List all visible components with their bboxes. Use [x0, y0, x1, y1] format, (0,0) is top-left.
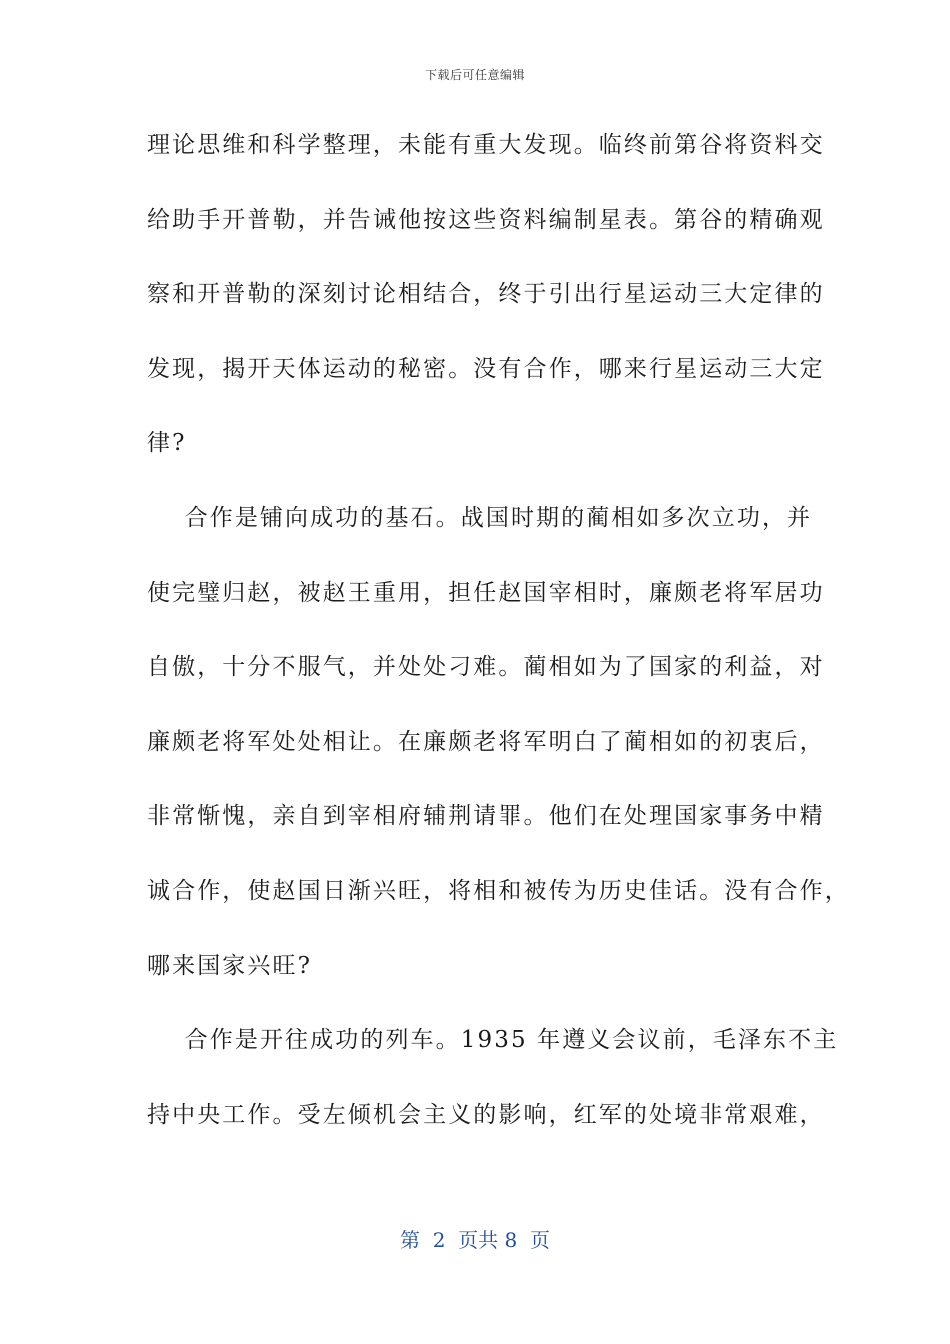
text-line: 察和开普勒的深刻讨论相结合，终于引出行星运动三大定律的 [147, 281, 825, 308]
text-line: 发现，揭开天体运动的秘密。没有合作，哪来行星运动三大定 [147, 355, 825, 382]
text-line: 合作是铺向成功的基石。战国时期的蔺相如多次立功，并 [147, 504, 813, 531]
text-line: 诚合作，使赵国日渐兴旺，将相和被传为历史佳话。没有合作， [147, 877, 850, 904]
text-line: 给助手开普勒，并告诫他按这些资料编制星表。第谷的精确观 [147, 206, 825, 233]
text-line: 自傲，十分不服气，并处处刁难。蔺相如为了国家的利益，对 [147, 654, 825, 681]
text-line: 哪来国家兴旺? [147, 952, 313, 979]
text-line: 使完璧归赵，被赵王重用，担任赵国宰相时，廉颇老将军居功 [147, 579, 825, 606]
header-note: 下载后可任意编辑 [424, 68, 525, 82]
text-line: 合作是开往成功的列车。1935 年遵义会议前，毛泽东不主 [147, 1027, 839, 1054]
document-body [147, 108, 850, 1152]
page-footer [0, 1224, 950, 1253]
text-line: 廉颇老将军处处相让。在廉颇老将军明白了蔺相如的初衷后， [147, 728, 825, 755]
text-line: 持中央工作。受左倾机会主义的影响，红军的处境非常艰难， [147, 1101, 825, 1128]
text-line: 非常惭愧，亲自到宰相府辅荆请罪。他们在处理国家事务中精 [147, 803, 825, 830]
text-line: 律? [147, 430, 187, 457]
text-line: 理论思维和科学整理，未能有重大发现。临终前第谷将资料交 [147, 132, 825, 158]
page-number: 第 2 页共 8 页 [400, 1228, 550, 1252]
